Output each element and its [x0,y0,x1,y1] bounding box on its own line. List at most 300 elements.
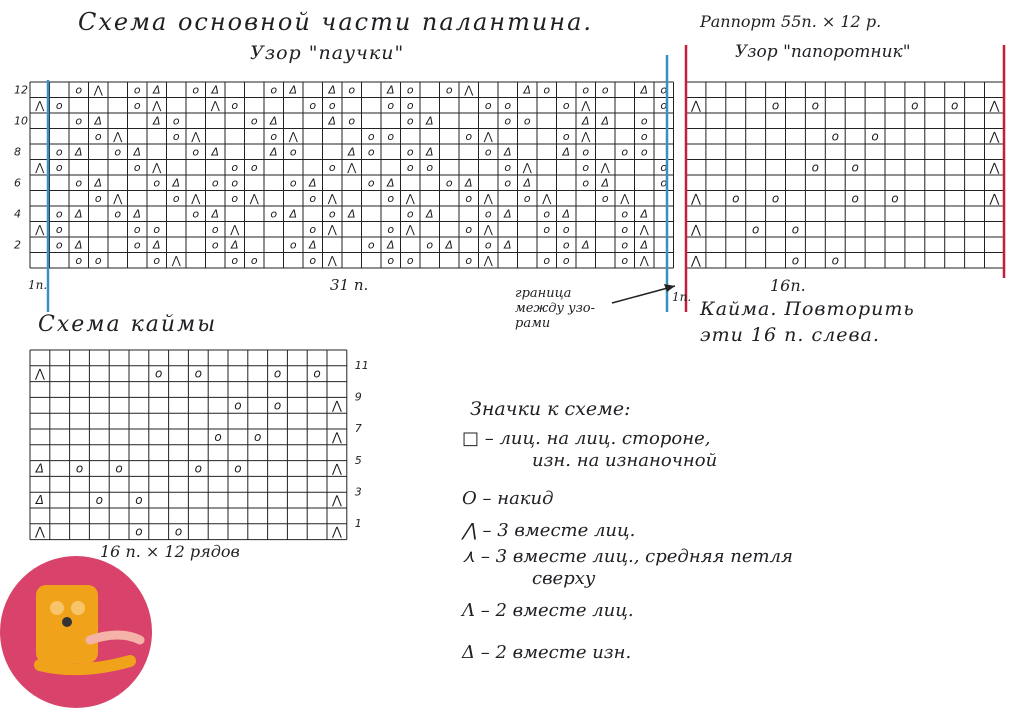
pattern-spiders-label: Узор "паучки" [250,42,405,64]
stitch-symbol: Δ [581,114,590,128]
stitch-symbol: o [406,253,414,267]
stitch-symbol: ⋀ [249,191,259,205]
stitch-symbol: o [309,253,317,267]
stitch-symbol: o [523,191,531,205]
stitch-symbol: o [211,176,219,190]
main-start-label: 1п. [28,278,48,292]
stitch-symbol: o [115,461,123,476]
legend-text-cont: изн. на изнаночной [532,450,718,471]
stitch-symbol: o [75,83,83,97]
stitch-symbol: o [562,98,570,112]
stitch-symbol: Δ [523,83,532,97]
stitch-symbol: ⋀ [210,98,220,112]
border-repeat-line: Кайма. Повторить [700,298,915,320]
stitch-symbol: o [194,366,202,381]
legend-item: □ – лиц. на лиц. стороне, изн. на изнаночной [462,428,718,471]
stitch-symbol: o [465,129,473,143]
stitch-symbol: o [273,366,282,381]
stitch-symbol: Δ [523,176,532,190]
stitch-symbol: o [640,114,648,128]
stitch-symbol: Δ [347,207,356,221]
stitch-symbol: Δ [328,83,337,97]
stitch-symbol: o [254,429,262,444]
stitch-symbol: Δ [386,176,395,190]
row-number: 2 [14,238,21,252]
stitch-symbol: o [273,398,282,413]
stitch-symbol: o [55,160,63,174]
stitch-symbol: ⋀ [691,253,701,268]
boundary-count-label: 1п. [672,290,692,304]
stitch-symbol: o [133,222,141,236]
site-logo [0,556,152,708]
legend-text: накид [497,488,554,509]
stitch-symbol: o [811,160,820,175]
boundary-note-line: граница [515,286,572,301]
legend-text: 3 вместе лиц., средняя петля [495,546,793,567]
rapport-label: Раппорт 55п. × 12 р. [700,12,882,31]
stitch-symbol: o [367,238,375,252]
stitch-symbol: Δ [94,114,103,128]
stitch-symbol: Δ [152,114,161,128]
stitch-symbol: ⋀ [347,160,357,174]
stitch-symbol: ⋀ [600,160,610,174]
legend-text: 3 вместе лиц. [497,520,636,541]
stitch-symbol: o [791,253,800,268]
legend-title: Значки к схеме: [470,398,631,420]
stitch-symbol: o [289,176,297,190]
stitch-symbol: o [231,176,239,190]
stitch-symbol: ⋀ [483,222,493,236]
stitch-symbol: o [387,253,395,267]
stitch-symbol: Δ [269,114,278,128]
stitch-symbol: o [445,176,453,190]
stitch-symbol: o [192,207,200,221]
stitch-symbol: o [387,191,395,205]
stitch-symbol: Δ [289,83,298,97]
stitch-symbol: o [732,191,740,206]
stitch-symbol: o [55,145,63,159]
stitch-symbol: o [153,253,161,267]
stitch-symbol: o [133,238,141,252]
stitch-symbol: o [465,191,473,205]
stitch-symbol: o [55,238,63,252]
legend-symbol: Δ [462,642,475,663]
stitch-symbol: o [406,114,414,128]
stitch-symbol: ⋀ [639,253,649,267]
stitch-symbol: Δ [133,207,142,221]
row-number: 7 [354,422,362,436]
stitch-symbol: Δ [35,493,45,508]
stitch-symbol: o [231,253,239,267]
stitch-symbol: ⋀ [331,461,342,476]
stitch-symbol: ⋀ [152,160,162,174]
stitch-symbol: o [562,253,570,267]
stitch-symbol: ⋀ [691,98,701,113]
stitch-symbol: o [582,160,590,174]
stitch-symbol: o [289,238,297,252]
stitch-symbol: o [465,253,473,267]
legend-symbol: ⋀ [462,520,477,541]
border-size-label: 16 п. × 12 рядов [100,542,240,561]
stitch-symbol: o [426,160,434,174]
stitch-symbol: ⋀ [35,160,45,174]
row-number: 11 [354,358,369,372]
stitch-symbol: o [504,98,512,112]
stitch-symbol: Δ [640,83,649,97]
stitch-symbol: o [289,145,297,159]
stitch-symbol: o [95,493,103,508]
stitch-symbol: o [231,160,239,174]
stitch-symbol: ⋀ [288,129,298,143]
stitch-symbol: Δ [94,176,103,190]
stitch-symbol: o [135,493,143,508]
stitch-symbol: ⋀ [331,524,342,539]
stitch-symbol: o [309,222,317,236]
stitch-symbol: Δ [152,238,161,252]
stitch-symbol: o [214,429,222,444]
row-number: 3 [354,485,362,499]
stitch-symbol: o [309,98,317,112]
stitch-symbol: ⋀ [34,366,45,381]
stitch-symbol: o [811,98,820,113]
stitch-symbol: o [328,160,336,174]
stitch-symbol: o [153,176,161,190]
stitch-symbol: ⋀ [989,160,1000,175]
stitch-symbol: Δ [386,238,395,252]
stitch-symbol: o [174,524,183,539]
stitch-symbol: o [133,98,141,112]
stitch-symbol: o [582,83,590,97]
legend-text-cont: сверху [532,568,596,589]
stitch-symbol: Δ [503,238,512,252]
stitch-symbol: o [504,160,512,174]
stitch-symbol: ⋀ [171,253,181,267]
stitch-symbol: Δ [425,207,434,221]
stitch-symbol: o [871,129,879,144]
stitch-symbol: o [851,160,859,175]
stitch-symbol: o [270,83,278,97]
stitch-symbol: o [94,253,102,267]
stitch-symbol: o [234,461,242,476]
legend-text: 2 вместе лиц. [495,600,634,621]
stitch-symbol: o [94,191,102,205]
stitch-symbol: o [445,83,453,97]
stitch-symbol: o [831,129,839,144]
stitch-symbol: ⋀ [989,129,1000,144]
stitch-symbol: ⋀ [542,191,552,205]
stitch-symbol: o [582,145,590,159]
stitch-symbol: o [155,366,163,381]
border-repeat-note [700,296,915,348]
stitch-symbol: o [465,222,473,236]
stitch-symbol: ⋀ [35,222,45,236]
stitch-symbol: Δ [308,238,317,252]
stitch-symbol: Δ [562,207,571,221]
stitch-symbol: o [543,207,551,221]
stitch-symbol: ⋀ [639,222,649,236]
stitch-symbol: o [231,191,239,205]
stitch-symbol: Δ [230,238,239,252]
stitch-symbol: o [367,176,375,190]
stitch-symbol: o [891,191,899,206]
legend-text: лиц. на лиц. стороне, [499,428,711,449]
stitch-symbol: o [771,98,780,113]
stitch-symbol: o [75,114,83,128]
stitch-symbol: o [582,176,590,190]
stitch-symbol: o [484,207,492,221]
row-number: 12 [14,83,28,97]
stitch-symbol: o [406,145,414,159]
stitch-symbol: ⋀ [327,222,337,236]
stitch-symbol: o [192,145,200,159]
stitch-symbol: ⋀ [483,253,493,267]
legend-item: O – накид [462,488,554,509]
stitch-symbol: o [270,129,278,143]
stitch-symbol: Δ [581,238,590,252]
stitch-symbol: o [55,207,63,221]
stitch-symbol: Δ [152,83,161,97]
stitch-symbol: ⋀ [331,429,342,444]
stitch-symbol: ⋀ [331,493,342,508]
stitch-symbol: ⋀ [191,191,201,205]
stitch-symbol: o [250,253,258,267]
boundary-note-line: между узо- [515,301,596,316]
stitch-symbol: o [484,145,492,159]
stitch-symbol: ⋀ [581,98,591,112]
stitch-symbol: Δ [445,238,454,252]
stitch-symbol: o [771,191,780,206]
row-number: 6 [14,176,21,190]
stitch-symbol: o [250,160,258,174]
stitch-symbol: ⋀ [152,98,162,112]
stitch-symbol: o [543,253,551,267]
stitch-symbol: o [75,176,83,190]
stitch-symbol: o [328,98,336,112]
stitch-symbol: o [75,461,84,476]
stitch-symbol: o [94,129,102,143]
stitch-symbol: ⋀ [405,222,415,236]
stitch-symbol: o [543,222,551,236]
stitch-symbol: o [851,191,859,206]
border-pattern-grid [30,350,347,540]
stitch-symbol: Δ [269,145,278,159]
stitch-symbol: o [791,222,800,237]
stitch-symbol: o [211,222,219,236]
stitch-symbol: o [234,398,242,413]
stitch-symbol: ⋀ [483,129,493,143]
stitch-symbol: o [562,222,570,236]
stitch-symbol: Δ [74,145,83,159]
stitch-symbol: ⋀ [691,191,701,206]
stitch-symbol: o [172,129,180,143]
stitch-symbol: ⋀ [405,191,415,205]
stitch-symbol: o [387,98,395,112]
stitch-symbol: o [250,114,258,128]
legend-item: ⋀ – 3 вместе лиц. [462,520,636,541]
stitch-symbol: o [484,238,492,252]
stitch-symbol: o [328,207,336,221]
stitch-symbol: o [114,145,122,159]
stitch-symbol: Δ [133,145,142,159]
stitch-symbol: o [406,83,414,97]
stitch-symbol: o [192,83,200,97]
stitch-symbol: Δ [35,461,45,476]
stitch-symbol: o [348,83,356,97]
stitch-symbol: ⋀ [331,398,342,413]
stitch-symbol: ⋀ [35,98,45,112]
stitch-symbol: o [270,207,278,221]
stitch-symbol: ⋀ [93,83,103,97]
stitch-symbol: o [621,207,629,221]
stitch-symbol: o [387,222,395,236]
row-number: 1 [354,516,362,530]
stitch-symbol: ⋀ [327,191,337,205]
stitch-symbol: Δ [347,145,356,159]
stitch-symbol: ⋀ [483,191,493,205]
stitch-symbol: o [621,238,629,252]
stitch-symbol: o [114,207,122,221]
stitch-symbol: o [911,98,919,113]
stitch-symbol: o [562,238,570,252]
stitch-symbol: o [543,83,551,97]
legend-text: 2 вместе изн. [495,642,632,663]
stitch-symbol: Δ [425,114,434,128]
stitch-symbol: o [153,222,161,236]
row-number: 10 [14,114,28,128]
stitch-symbol: Δ [601,114,610,128]
stitch-symbol: ⋀ [522,160,532,174]
legend-symbol: Λ [462,600,475,621]
stitch-symbol: o [660,160,668,174]
stitch-symbol: ⋀ [581,129,591,143]
stitch-symbol: Δ [601,176,610,190]
stitch-symbol: o [562,129,570,143]
stitch-symbol: o [172,191,180,205]
stitch-symbol: Δ [640,207,649,221]
stitch-symbol: o [523,114,531,128]
stitch-symbol: o [621,253,629,267]
row-number: 9 [354,390,362,404]
stitch-symbol: o [601,191,609,205]
stitch-symbol: Δ [464,176,473,190]
stitch-symbol: o [348,114,356,128]
stitch-symbol: o [601,83,609,97]
stitch-symbol: Δ [74,238,83,252]
stitch-symbol: o [211,238,219,252]
stitch-symbol: ⋀ [327,253,337,267]
stitch-symbol: Δ [503,207,512,221]
stitch-symbol: o [75,253,83,267]
stitch-symbol: o [133,83,141,97]
row-number: 4 [14,207,21,221]
stitch-symbol: o [406,160,414,174]
stitch-symbol: o [313,366,321,381]
boundary-arrow [612,286,675,303]
stitch-symbol: ⋀ [230,222,240,236]
pattern-fern-label: Узор "папоротник" [735,42,911,62]
stitch-symbol: ⋀ [989,191,1000,206]
stitch-symbol: o [231,98,239,112]
boundary-note [515,286,595,331]
stitch-symbol: o [831,253,839,268]
stitch-symbol: Δ [328,114,337,128]
stitch-symbol: Δ [211,145,220,159]
stitch-symbol: o [367,145,375,159]
stitch-symbol: o [135,524,143,539]
stitch-symbol: Δ [425,145,434,159]
stitch-symbol: o [309,191,317,205]
border-repeat-line: эти 16 п. слева. [700,324,880,346]
stitch-symbol: o [640,145,648,159]
boundary-note-line: рами [515,316,551,331]
stitch-symbol: o [660,98,668,112]
stitch-symbol: o [621,145,629,159]
stitch-symbol: Δ [211,207,220,221]
stitch-symbol: o [660,176,668,190]
stitch-symbol: o [950,98,959,113]
stitch-symbol: o [194,461,202,476]
stitch-symbol: o [504,114,512,128]
stitch-symbol: Δ [386,83,395,97]
stitch-symbol: o [660,83,668,97]
stitch-symbol: ⋀ [464,83,474,97]
stitch-symbol: Δ [308,176,317,190]
legend-item: Δ – 2 вместе изн. [462,642,632,663]
stitch-symbol: ⋀ [34,524,45,539]
stitch-symbol: o [426,238,434,252]
row-number: 5 [354,453,362,467]
stitch-symbol: o [55,98,63,112]
legend-item: Λ – 2 вместе лиц. [462,600,634,621]
stitch-symbol: ⋀ [191,129,201,143]
stitch-symbol: o [172,114,180,128]
stitch-symbol: o [484,98,492,112]
border-title: Схема каймы [38,312,218,337]
stitch-symbol: o [640,129,648,143]
stitch-symbol: ⋀ [620,191,630,205]
legend-symbol: □ [462,428,480,449]
stitch-symbol: o [387,129,395,143]
stitch-symbol: ⋀ [113,129,123,143]
page-title: Схема основной части палантина. [78,8,594,36]
stitch-symbol: o [55,222,63,236]
fern-count-label: 16п. [770,276,806,295]
stitch-symbol: ⋀ [113,191,123,205]
legend-symbol: O [462,488,477,509]
stitch-symbol: Δ [503,145,512,159]
legend-symbol: ⋏ [462,546,476,567]
stitch-symbol: Δ [562,145,571,159]
stitch-symbol: o [133,160,141,174]
stitch-symbol: o [621,222,629,236]
main-count-label: 31 п. [330,276,369,294]
stitch-symbol: ⋀ [691,222,701,237]
stitch-symbol: Δ [640,238,649,252]
stitch-symbol: o [504,176,512,190]
stitch-symbol: ⋀ [989,98,1000,113]
stitch-symbol: o [406,207,414,221]
stitch-symbol: Δ [74,207,83,221]
row-number: 8 [14,145,21,159]
stitch-symbol: o [751,222,760,237]
stitch-symbol: o [367,129,375,143]
stitch-symbol: Δ [172,176,181,190]
stitch-symbol: o [406,98,414,112]
stitch-symbol: Δ [289,207,298,221]
legend-item: ⋏ – 3 вместе лиц., средняя петля сверху [462,546,793,589]
main-pattern-grid [30,82,674,268]
stitch-symbol: Δ [211,83,220,97]
